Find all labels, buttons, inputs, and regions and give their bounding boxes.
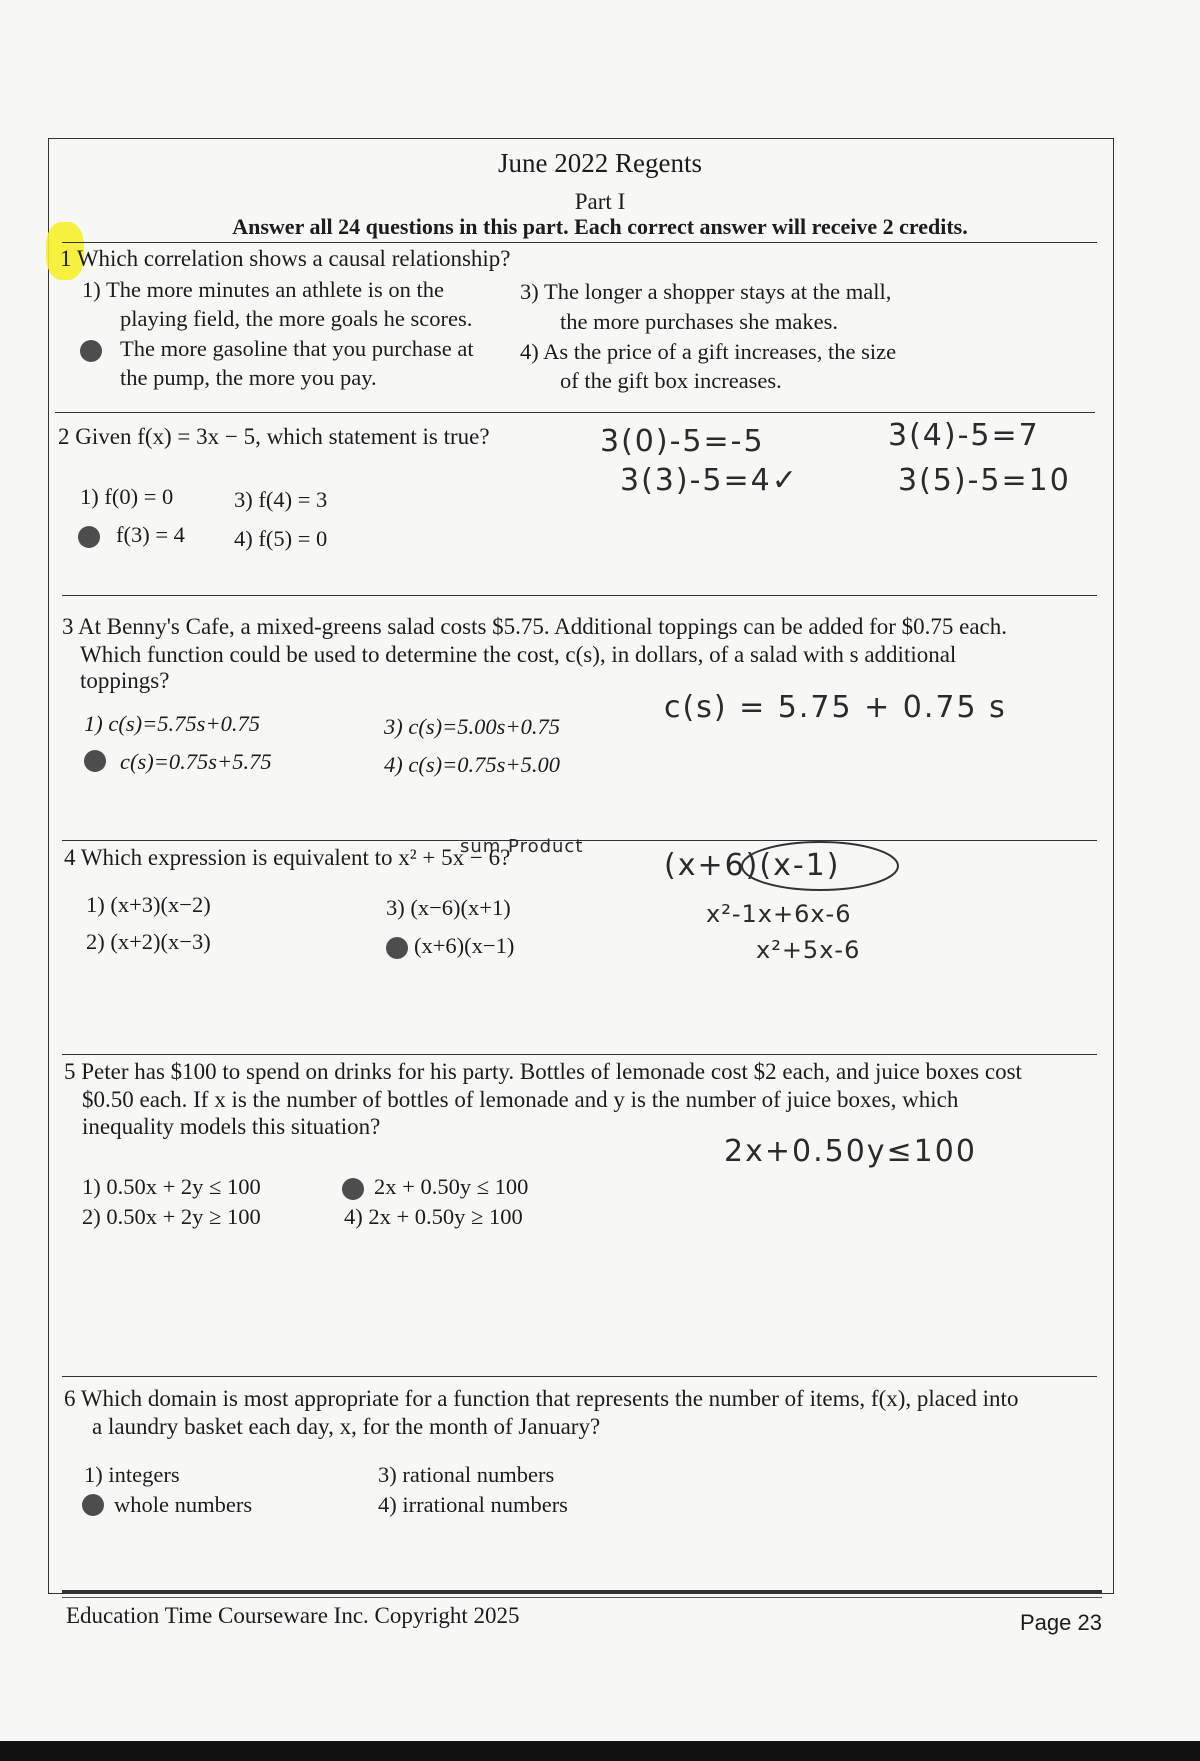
q1-selected-bubble	[80, 340, 102, 362]
q1-option-3-line1: 3) The longer a shopper stays at the mall,	[520, 279, 892, 304]
divider	[62, 242, 1097, 243]
page-number: Page 23	[1020, 1610, 1102, 1635]
q1-option-1-line1: 1) The more minutes an athlete is on the	[82, 277, 444, 302]
q3-option-4: 4) c(s)=0.75s+5.00	[384, 752, 560, 777]
q3-handwriting: c(s) = 5.75 + 0.75 s	[664, 690, 1007, 725]
footer-copyright: Education Time Courseware Inc. Copyright 2025	[66, 1603, 520, 1628]
q5-stem-line3: inequality models this situation?	[82, 1114, 381, 1139]
q4-option-3: 3) (x−6)(x+1)	[386, 895, 511, 920]
q2-handwriting-1: 3(0)-5=-5	[600, 424, 765, 459]
instructions: Answer all 24 questions in this part. Each correct answer will receive 2 credits.	[232, 214, 968, 239]
q1-option-3-line2: the more purchases she makes.	[560, 309, 839, 334]
q5-option-2: 2) 0.50x + 2y ≥ 100	[82, 1204, 261, 1229]
q6-option-3: 3) rational numbers	[378, 1462, 555, 1487]
q2-handwriting-2: 3(3)-5=4✓	[620, 463, 799, 498]
q3-option-1: 1) c(s)=5.75s+0.75	[84, 711, 260, 736]
q5-option-4: 4) 2x + 0.50y ≥ 100	[344, 1204, 523, 1229]
q2-option-3: 3) f(4) = 3	[234, 487, 328, 512]
footer-divider-thin	[62, 1597, 1102, 1598]
q1-option-4-line2: of the gift box increases.	[560, 368, 782, 393]
q2-stem: 2 Given f(x) = 3x − 5, which statement is true?	[58, 424, 490, 449]
q1-option-1-line2: playing field, the more goals he scores.	[120, 306, 473, 331]
q2-option-2: f(3) = 4	[116, 522, 185, 547]
q4-stem: 4 Which expression is equivalent to x² + 5x − 6?	[64, 845, 511, 870]
q6-stem-line2: a laundry basket each day, x, for the month of January?	[92, 1414, 601, 1439]
q4-circle-mark	[740, 838, 910, 898]
q3-selected-bubble	[84, 750, 106, 772]
q4-selected-bubble	[386, 937, 408, 959]
q4-handwriting-3: x²+5x-6	[756, 936, 861, 964]
q4-handwriting-1: (x+6)(x-1)	[664, 848, 841, 883]
q6-option-2: whole numbers	[114, 1492, 253, 1517]
part-label: Part I	[574, 189, 626, 214]
q3-option-2: c(s)=0.75s+5.75	[120, 749, 272, 774]
q1-option-2-line2: the pump, the more you pay.	[120, 365, 377, 390]
footer-divider	[62, 1590, 1102, 1593]
q2-handwriting-3: 3(4)-5=7	[888, 418, 1040, 453]
q2-selected-bubble	[78, 526, 100, 548]
q5-stem-line1: 5 Peter has $100 to spend on drinks for his party. Bottles of lemonade cost $2 each, and juice boxes cost	[64, 1059, 1022, 1084]
q6-stem-line1: 6 Which domain is most appropriate for a function that represents the number of items, f(x), placed into	[64, 1386, 1019, 1411]
q2-handwriting-4: 3(5)-5=10	[898, 463, 1071, 498]
q3-stem-line2: Which function could be used to determine the cost, c(s), in dollars, of a salad with s additional	[80, 642, 957, 667]
q4-option-1: 1) (x+3)(x−2)	[86, 892, 211, 917]
q5-stem-line2: $0.50 each. If x is the number of bottles of lemonade and y is the number of juice boxes, which	[82, 1087, 959, 1112]
q4-option-2: 2) (x+2)(x−3)	[86, 929, 211, 954]
q5-option-3: 2x + 0.50y ≤ 100	[374, 1174, 529, 1199]
q4-option-4: (x+6)(x−1)	[414, 933, 515, 958]
q2-option-1: 1) f(0) = 0	[80, 484, 174, 509]
q1-option-4-line1: 4) As the price of a gift increases, the size	[520, 339, 897, 364]
q4-handwriting-2: x²-1x+6x-6	[706, 900, 852, 928]
scan-edge	[0, 1741, 1200, 1761]
q6-option-4: 4) irrational numbers	[378, 1492, 568, 1517]
q4-handwriting-note: sum Product	[460, 836, 584, 857]
q2-option-4: 4) f(5) = 0	[234, 526, 328, 551]
q1-option-2-line1: The more gasoline that you purchase at	[120, 336, 474, 361]
q6-selected-bubble	[82, 1494, 104, 1516]
q3-option-3: 3) c(s)=5.00s+0.75	[384, 714, 560, 739]
divider	[62, 595, 1097, 596]
divider	[62, 1376, 1097, 1377]
q5-handwriting: 2x+0.50y≤100	[724, 1134, 977, 1169]
page-title: June 2022 Regents	[498, 148, 702, 178]
q5-selected-bubble	[342, 1178, 364, 1200]
q1-stem: 1 Which correlation shows a causal relationship?	[60, 246, 511, 271]
q3-stem-line3: toppings?	[80, 668, 170, 693]
q3-stem-line1: 3 At Benny's Cafe, a mixed-greens salad costs $5.75. Additional toppings can be added for $0.75 each.	[62, 614, 1008, 639]
divider	[55, 412, 1095, 413]
q6-option-1: 1) integers	[84, 1462, 180, 1487]
q5-option-1: 1) 0.50x + 2y ≤ 100	[82, 1174, 261, 1199]
divider	[62, 1054, 1097, 1055]
